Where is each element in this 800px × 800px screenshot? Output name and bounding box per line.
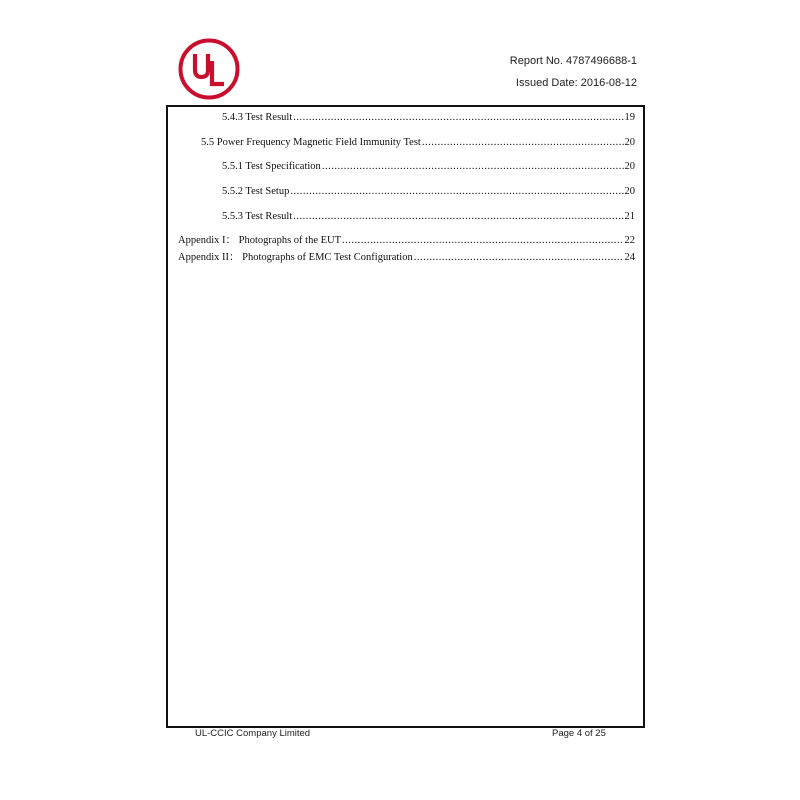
toc-row[interactable] [222,160,635,174]
toc-row[interactable] [222,185,635,199]
toc-entry-title: 5.4.3 Test Result [222,112,293,123]
toc-leader-dots [322,160,624,174]
toc-entry-page: 21 [624,211,635,222]
toc-row[interactable] [201,136,635,150]
toc-row[interactable] [222,210,635,224]
toc-entry-title: 5.5 Power Frequency Magnetic Field Immunity Test [201,137,421,148]
toc-row[interactable] [178,251,635,265]
toc-leader-dots [422,136,624,150]
toc-entry-page: 20 [624,186,635,197]
page-frame [166,105,645,728]
toc-leader-dots [293,111,623,125]
toc-leader-dots [342,234,623,248]
issued-date: Issued Date: 2016-08-12 [515,77,637,89]
toc-entry-title: Appendix II： Photographs of EMC Test Configuration [178,252,413,263]
report-number: Report No. 4787496688-1 [509,55,637,67]
toc-row[interactable] [222,111,635,125]
toc-row[interactable] [178,234,635,248]
toc-entry-title: 5.5.3 Test Result [222,211,293,222]
toc-leader-dots [290,185,623,199]
toc-leader-dots [293,210,623,224]
toc-entry-title: Appendix I： Photographs of the EUT [178,235,342,246]
toc-leader-dots [414,251,624,265]
toc-entry-title: 5.5.1 Test Specification [222,161,321,172]
toc-entry-page: 22 [624,235,635,246]
toc-entry-page: 24 [624,252,635,263]
footer-page-number: Page 4 of 25 [552,728,606,739]
ul-logo [178,38,240,100]
toc-entry-title: 5.5.2 Test Setup [222,186,290,197]
toc-entry-page: 20 [624,137,635,148]
footer-company: UL-CCIC Company Limited [195,728,311,739]
toc-entry-page: 20 [624,161,635,172]
toc-entry-page: 19 [624,112,635,123]
